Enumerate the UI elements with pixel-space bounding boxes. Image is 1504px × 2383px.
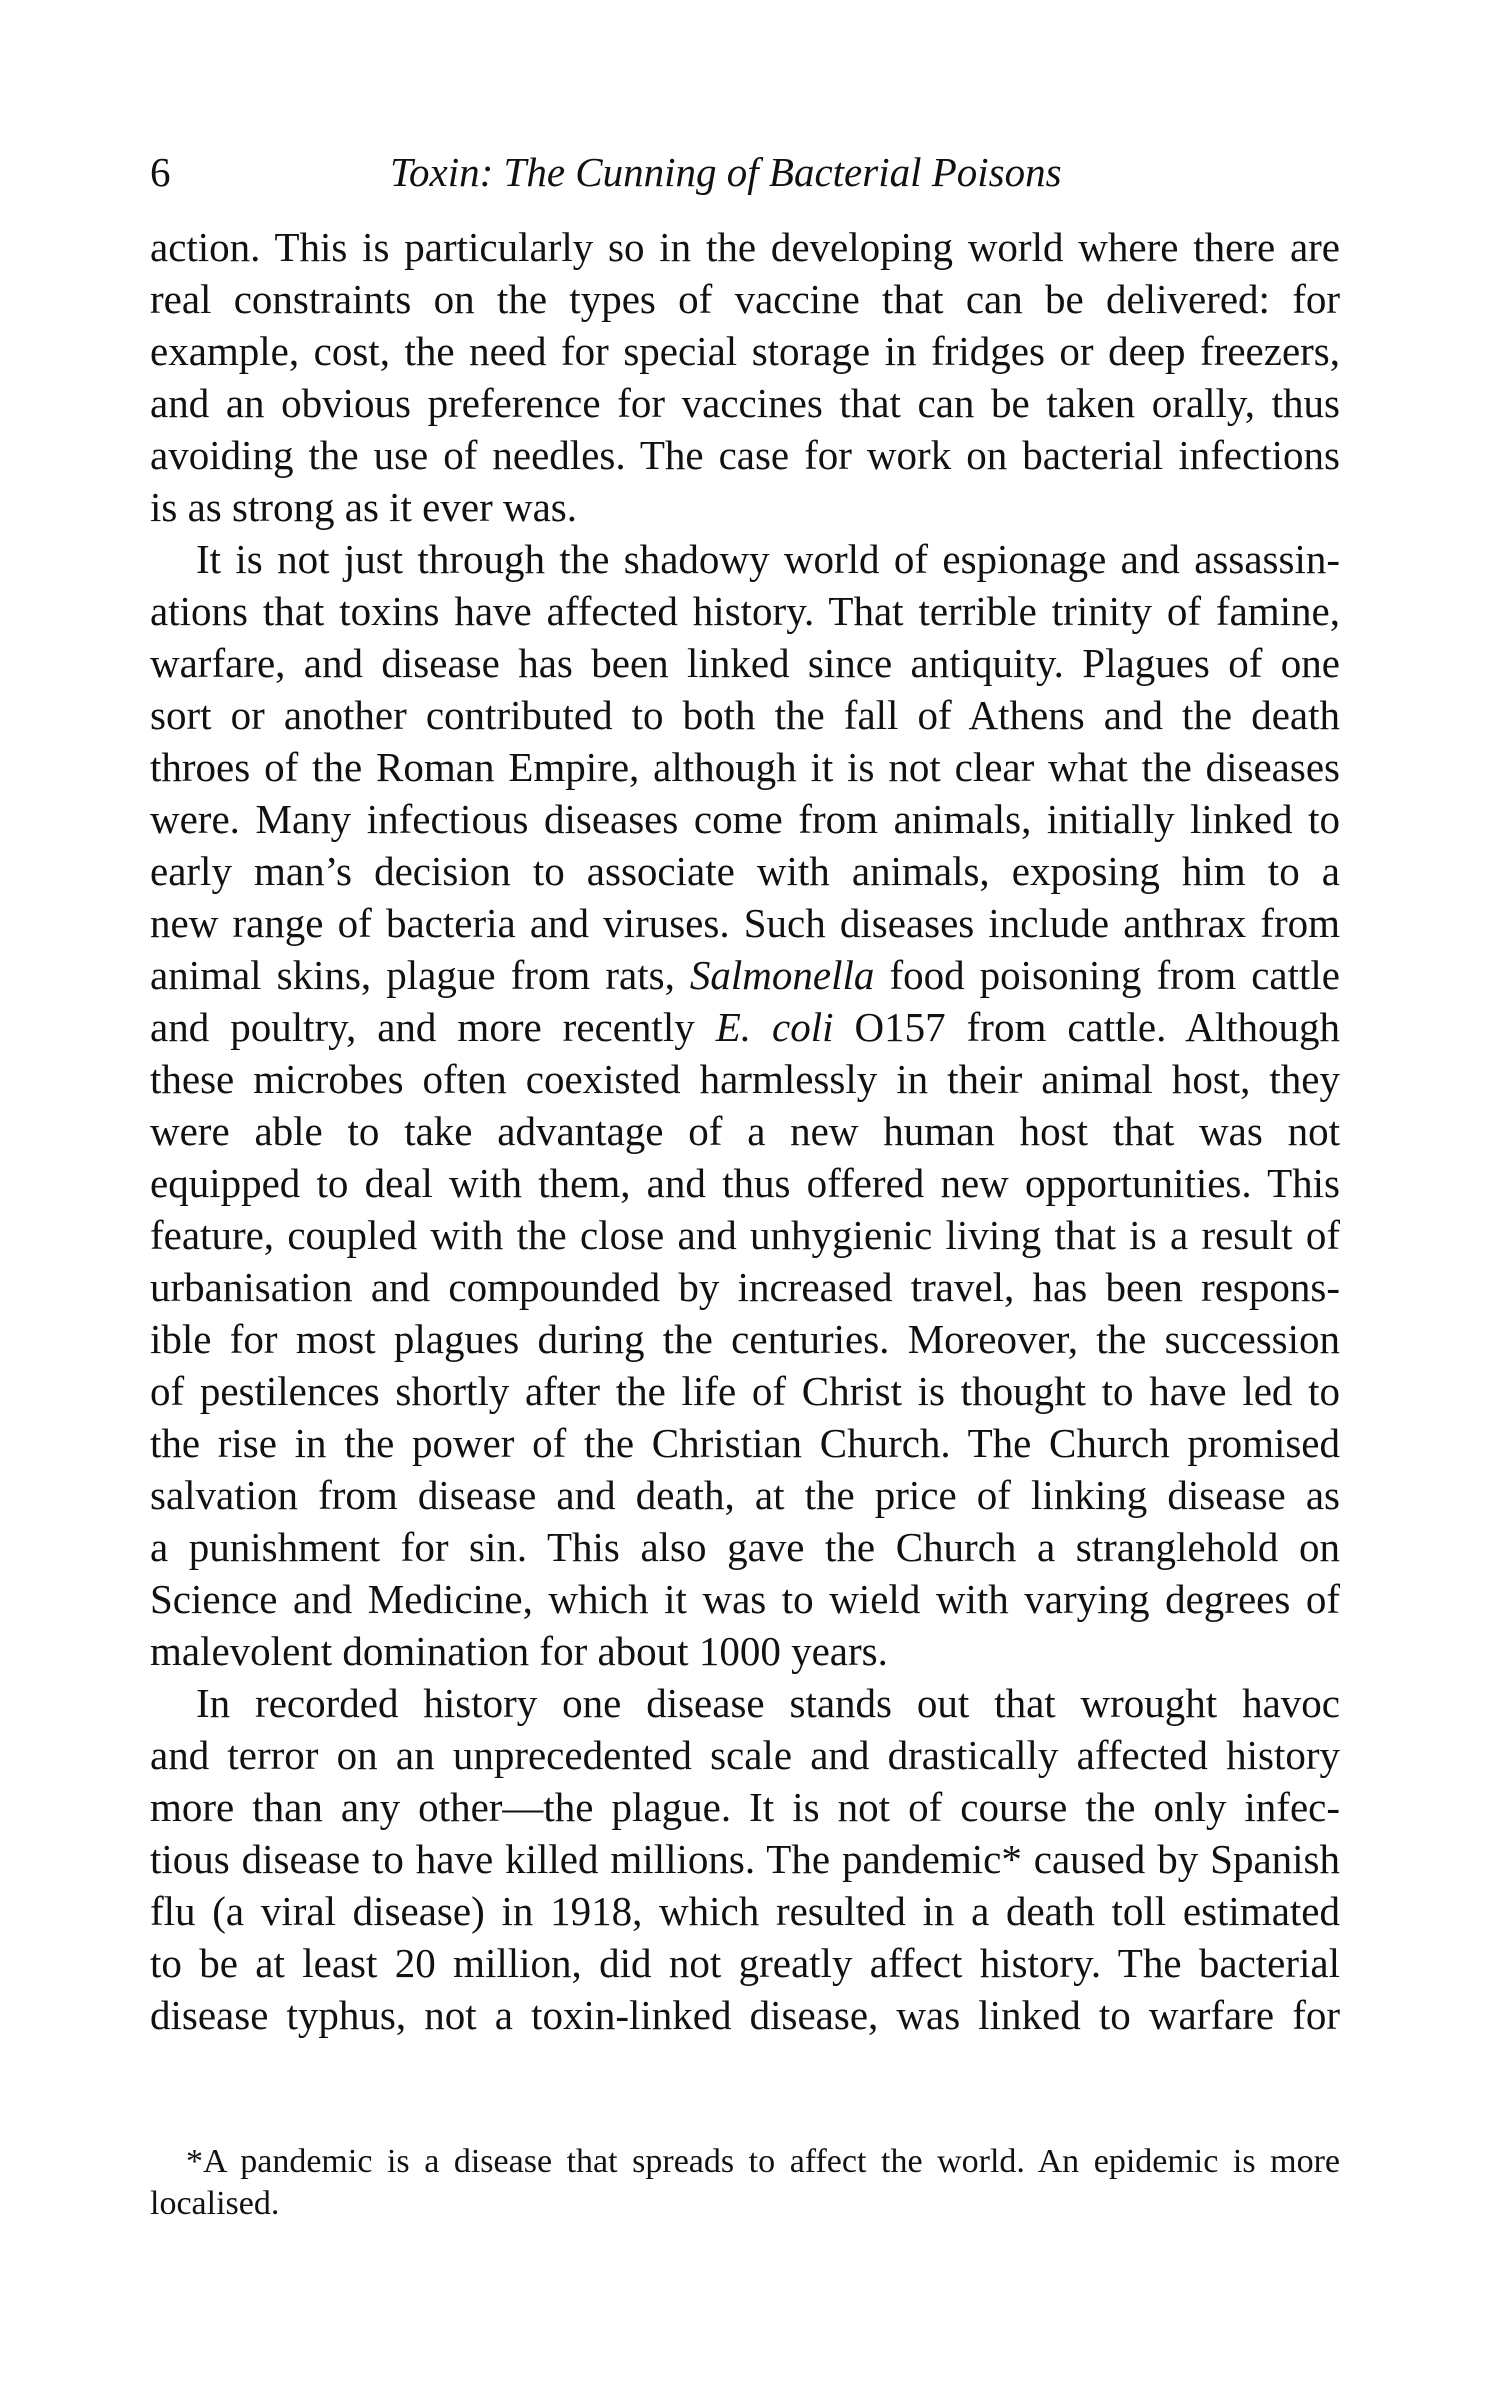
body-line: ations that toxins have affected history. That terrible trinity of famine, [150,588,1340,634]
running-title: Toxin: The Cunning of Bacterial Poisons [390,149,1062,195]
body-line: ible for most plagues during the centuries. Moreover, the succession [150,1316,1340,1362]
body-line-text: food poisoning from cattle [874,952,1340,998]
body-line: flu (a viral disease) in 1918, which resulted in a death toll estimated [150,1888,1340,1934]
body-line: malevolent domination for about 1000 years. [150,1628,888,1674]
footnote-line: *A pandemic is a disease that spreads to affect the world. An epidemic is more [186,2143,1340,2180]
body-line: the rise in the power of the Christian Church. The Church promised [150,1420,1340,1466]
footnote-line: localised. [150,2185,280,2222]
body-line: new range of bacteria and viruses. Such diseases include anthrax from [150,900,1340,946]
body-line: It is not just through the shadowy world of espionage and assassin- [196,536,1340,582]
body-line: and terror on an unprecedented scale and drastically affected history [150,1732,1340,1778]
body-line [150,1001,1340,1053]
body-line-text: animal skins, plague from rats, [150,952,690,998]
body-line: were. Many infectious diseases come from animals, initially linked to [150,796,1340,842]
body-text [150,221,1340,2041]
body-line: action. This is particularly so in the developing world where there are [150,224,1340,270]
body-line: Science and Medicine, which it was to wield with varying degrees of [150,1576,1340,1622]
italic-term: E. coli [715,1004,834,1050]
running-head [150,142,1350,202]
body-line: to be at least 20 million, did not greatly affect history. The bacterial [150,1940,1340,1986]
body-line: In recorded history one disease stands out that wrought havoc [196,1680,1340,1726]
body-line: avoiding the use of needles. The case for work on bacterial infections [150,432,1340,478]
body-line: example, cost, the need for special storage in fridges or deep freezers, [150,328,1340,374]
body-line: warfare, and disease has been linked since antiquity. Plagues of one [150,640,1340,686]
body-line: feature, coupled with the close and unhygienic living that is a result of [150,1212,1340,1258]
body-line: is as strong as it ever was. [150,484,577,530]
body-line: of pestilences shortly after the life of Christ is thought to have led to [150,1368,1340,1414]
body-line: and an obvious preference for vaccines that can be taken orally, thus [150,380,1340,426]
body-line: more than any other—the plague. It is not of course the only infec- [150,1784,1340,1830]
body-line [150,949,1340,1001]
body-line-text: O157 from cattle. Although [833,1004,1340,1050]
page-number: 6 [150,149,171,195]
body-line: throes of the Roman Empire, although it is not clear what the diseases [150,744,1340,790]
footnote [150,2141,1340,2225]
body-line: a punishment for sin. This also gave the Church a stranglehold on [150,1524,1340,1570]
body-line-text: and poultry, and more recently [150,1004,716,1050]
italic-term: Salmonella [689,952,875,998]
body-line: salvation from disease and death, at the price of linking disease as [150,1472,1340,1518]
body-line: tious disease to have killed millions. The pandemic* caused by Spanish [150,1836,1340,1882]
body-line: sort or another contributed to both the fall of Athens and the death [150,692,1340,738]
body-line: early man’s decision to associate with animals, exposing him to a [150,848,1340,894]
body-line: these microbes often coexisted harmlessly in their animal host, they [150,1056,1340,1102]
body-line: equipped to deal with them, and thus offered new opportunities. This [150,1160,1340,1206]
body-line: disease typhus, not a toxin-linked disease, was linked to warfare for [150,1992,1340,2038]
body-line: were able to take advantage of a new human host that was not [150,1108,1340,1154]
body-line: urbanisation and compounded by increased travel, has been respons- [150,1264,1340,1310]
body-line: real constraints on the types of vaccine that can be delivered: for [150,276,1340,322]
